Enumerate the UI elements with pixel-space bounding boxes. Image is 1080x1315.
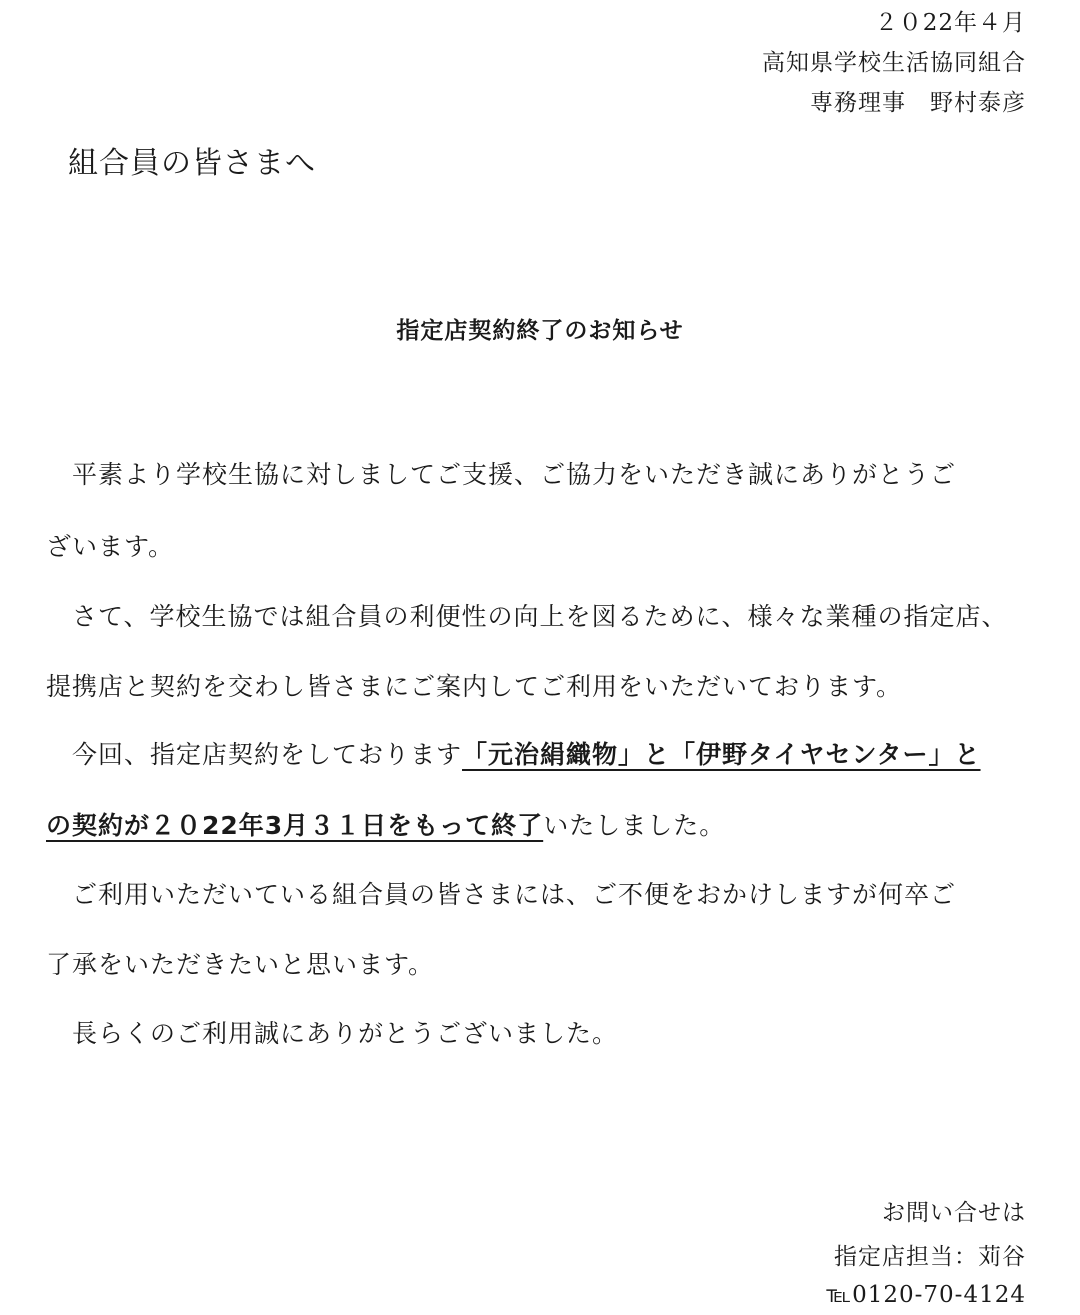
body-line: [46, 806, 725, 842]
organization-name: 高知県学校生活協同組合: [762, 50, 1026, 76]
body-line: さて、学校生協では組合員の利便性の向上を図るために、様々な業種の指定店、: [46, 602, 1008, 631]
body-line: [46, 735, 981, 771]
tel-icon: ℡: [826, 1282, 853, 1308]
body-line: ご利用いただいている組合員の皆さまには、ご不便をおかけしますが何卒ご: [46, 880, 957, 909]
body-line: 平素より学校生協に対しましてご支援、ご協力をいただき誠にありがとうご: [46, 460, 957, 489]
emphasized-store-names: 「元治絹織物」と「伊野タイヤセンター」と: [462, 740, 981, 769]
salutation: 組合員の皆さまへ: [68, 146, 316, 181]
body-line: 提携店と契約を交わし皆さまにご案内してご利用をいただいております。: [46, 672, 903, 701]
contact-person: 指定店担当：苅谷: [834, 1244, 1026, 1270]
phone-number: 0120-70-4124: [852, 1282, 1026, 1308]
body-text: いたしました。: [543, 811, 726, 840]
signer-name: 専務理事 野村泰彦: [810, 90, 1026, 116]
body-line: 了承をいただきたいと思います。: [46, 950, 435, 979]
emphasized-end-date: の契約が２０22年3月３１日をもって終了: [46, 811, 544, 840]
body-line: ざいます。: [46, 532, 175, 561]
body-line: 長らくのご利用誠にありがとうございました。: [46, 1019, 619, 1048]
contact-phone: [826, 1282, 1026, 1308]
body-text: 今回、指定店契約をしております: [46, 740, 463, 769]
notice-title: 指定店契約終了のお知らせ: [396, 318, 684, 344]
contact-heading: お問い合せは: [882, 1200, 1026, 1226]
document-date: ２０22年４月: [874, 10, 1026, 36]
